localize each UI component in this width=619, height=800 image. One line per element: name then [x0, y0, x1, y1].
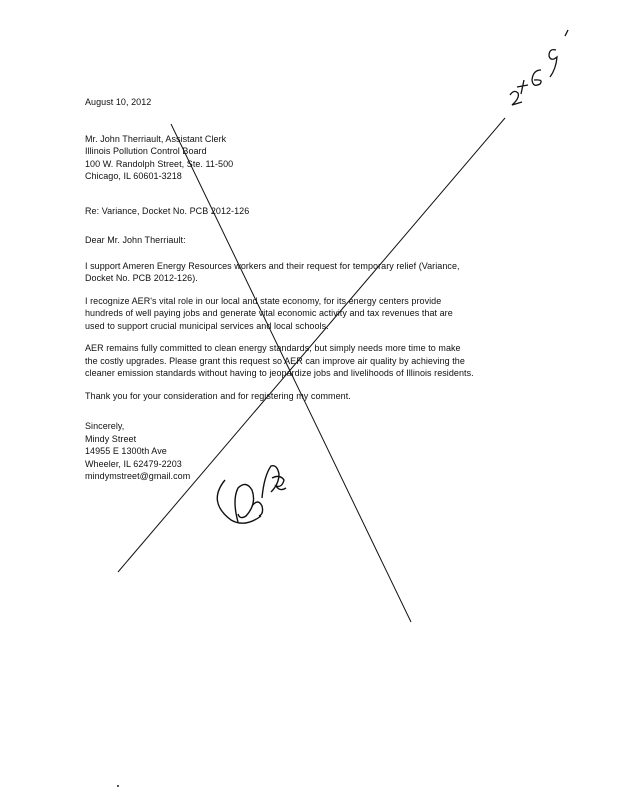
letter-body [85, 96, 505, 483]
sender-block [85, 433, 505, 483]
recipient-organization: Illinois Pollution Control Board [85, 146, 207, 156]
sender-city: Wheeler, IL 62479-2203 [85, 458, 182, 469]
scan-speck [117, 785, 119, 787]
sender-name: Mindy Street [85, 433, 137, 444]
paragraph-line: AER remains fully committed to clean energy standards, but simply needs more time to make [85, 343, 461, 353]
paragraph-4 [85, 390, 505, 403]
paragraph-line: Thank you for your consideration and for registering my comment. [85, 390, 351, 401]
recipient-name-title: Mr. John Therriault, Assistant Clerk [85, 133, 227, 144]
paragraph-3 [85, 342, 505, 380]
paragraph-line: used to support crucial municipal services and local schools. [85, 320, 329, 331]
sender-email: mindymstreet@gmail.com [85, 471, 191, 481]
paragraph-line: Docket No. PCB 2012-126). [85, 273, 198, 283]
paragraph-line: I support Ameren Energy Resources workers and their request for temporary relief (Variance, [85, 260, 460, 271]
page-mark-handwriting [510, 30, 568, 105]
paragraph-line: the costly upgrades. Please grant this request so AER can improve air quality by achieving the [85, 355, 465, 366]
subject-line: Re: Variance, Docket No. PCB 2012-126 [85, 205, 250, 216]
paragraph-line: cleaner emission standards without having to jeopardize jobs and livelihoods of Illinois residents. [85, 368, 474, 378]
salutation: Dear Mr. John Therriault: [85, 235, 186, 245]
paragraph-line: I recognize AER's vital role in our local and state economy, for its energy centers provide [85, 295, 442, 306]
paragraph-line: hundreds of well paying jobs and generate vital economic activity and tax revenues that are [85, 308, 453, 318]
sender-street: 14955 E 1300th Ave [85, 446, 167, 456]
recipient-address [85, 133, 505, 183]
recipient-city: Chicago, IL 60601-3218 [85, 171, 182, 181]
letter-date: August 10, 2012 [85, 97, 152, 107]
paragraph-2 [85, 295, 505, 333]
closing: Sincerely, [85, 421, 125, 431]
paragraph-1 [85, 260, 505, 285]
recipient-street: 100 W. Randolph Street, Ste. 11-500 [85, 158, 234, 169]
